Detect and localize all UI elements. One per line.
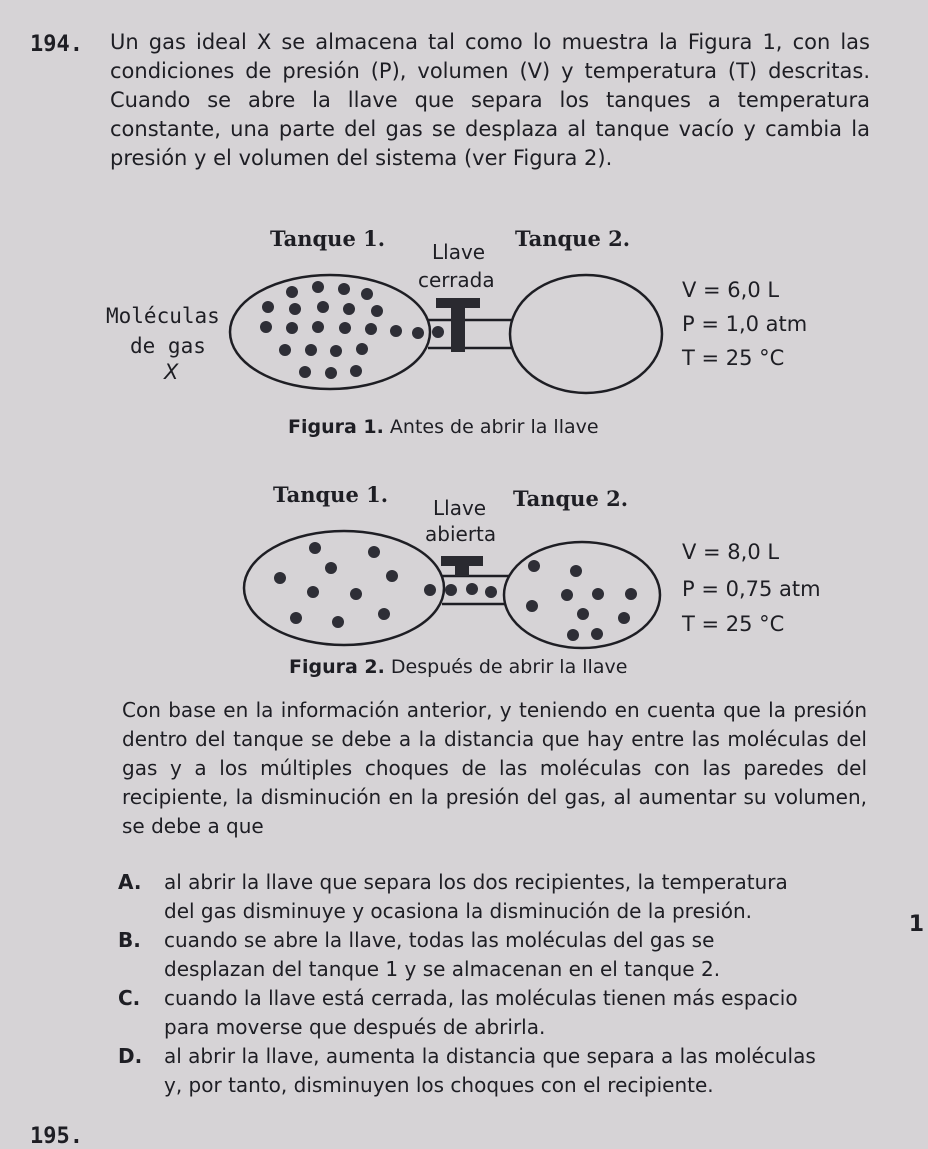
option-a-letter: A. [118, 870, 142, 894]
option-c-letter: C. [118, 986, 141, 1010]
fig1-molecules-label: Moléculas [106, 304, 220, 328]
fig2-pressure: P = 0,75 atm [682, 577, 821, 601]
fig2-valve-label: Llave [433, 496, 487, 520]
option-a-text-cont: del gas disminuye y ocasiona la disminución de la presión. [164, 899, 752, 923]
option-a-text: al abrir la llave que separa los dos recipientes, la temperatura [164, 870, 788, 894]
fig2-temperature: T = 25 °C [682, 612, 785, 636]
fig1-volume: V = 6,0 L [682, 278, 780, 302]
question-number: 194. [30, 32, 83, 57]
option-b[interactable] [118, 926, 868, 984]
fig1-valve-label: Llave [432, 240, 486, 264]
fig1-molecules-x: X [164, 360, 179, 384]
fig2-valve-state: abierta [425, 522, 497, 546]
next-question-number: 195. [30, 1124, 83, 1149]
fig2-caption: Figura 2. Después de abrir la llave [289, 656, 628, 678]
fig2-tank2-label: Tanque 2. [513, 486, 629, 511]
fig1-temperature: T = 25 °C [682, 346, 785, 370]
fig1-pressure: P = 1,0 atm [682, 312, 808, 336]
option-c-text: cuando la llave está cerrada, las moléculas tienen más espacio [164, 986, 798, 1010]
fig1-molecules-label-2: de gas [130, 334, 206, 358]
option-c[interactable] [118, 984, 868, 1042]
option-d[interactable] [118, 1042, 868, 1100]
option-c-text-cont: para moverse que después de abrirla. [164, 1015, 546, 1039]
margin-mark: 1 [908, 912, 924, 937]
question-stem: Un gas ideal X se almacena tal como lo muestra la Figura 1, con las condiciones de presión (P), volumen (V) y temperatura (T) descritas. Cuando se abre la llave que separa los tanques a temperatura constante, una parte del gas se desplaza al tanque vacío y cambia la presión y el volumen del sistema (ver Figura 2). [110, 30, 870, 170]
fig1-valve-state: cerrada [418, 268, 495, 292]
option-a[interactable] [118, 868, 868, 926]
question-prompt: Con base en la información anterior, y teniendo en cuenta que la presión dentro del tanque se debe a la distancia que hay entre las moléculas del gas y a los múltiples choques de las moléculas con las paredes del recipiente, la disminución en la presión del gas, al aumentar su volumen, se debe a que [122, 698, 867, 838]
option-b-text-cont: desplazan del tanque 1 y se almacenan en el tanque 2. [164, 957, 721, 981]
fig1-caption: Figura 1. Antes de abrir la llave [288, 416, 599, 438]
option-d-letter: D. [118, 1044, 143, 1068]
option-b-text: cuando se abre la llave, todas las moléculas del gas se [164, 928, 715, 952]
fig1-tank2-label: Tanque 2. [515, 226, 631, 251]
option-b-letter: B. [118, 928, 141, 952]
fig2-volume: V = 8,0 L [682, 540, 780, 564]
fig1-tank1-label: Tanque 1. [270, 226, 386, 251]
fig2-tank1 [244, 531, 444, 645]
fig2-tank1-label: Tanque 1. [273, 482, 389, 507]
option-d-text: al abrir la llave, aumenta la distancia que separa a las moléculas [164, 1044, 816, 1068]
option-d-text-cont: y, por tanto, disminuyen los choques con el recipiente. [164, 1073, 714, 1097]
